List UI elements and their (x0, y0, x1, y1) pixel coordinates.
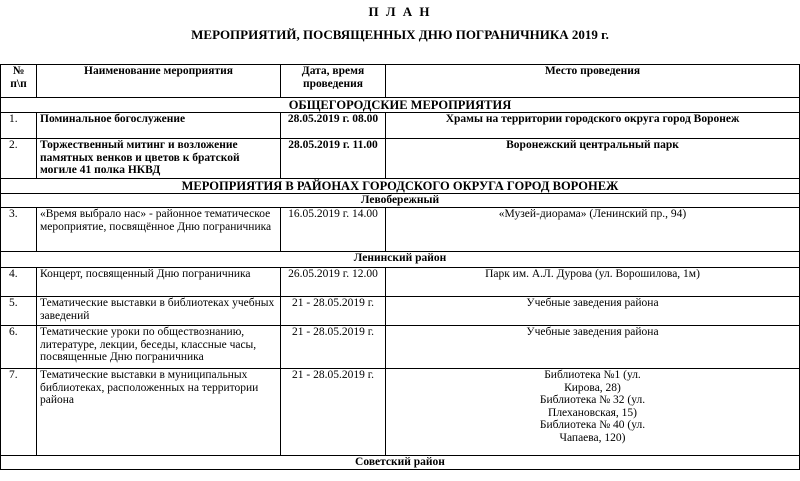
row-name: Тематические выставки в муниципальных библиотеках, расположенных на территории района (37, 369, 281, 456)
events-table (0, 64, 800, 470)
subsection-lenin-title: Ленинский район (1, 252, 800, 268)
row-name: Торжественный митинг и возложение памятных венков и цветов к братской могиле 41 полка НКВД (37, 139, 281, 179)
row-num: 1. (1, 113, 37, 139)
col-name-header: Наименование мероприятия (37, 65, 281, 98)
table-row (1, 139, 800, 179)
row-num: 6. (1, 326, 37, 369)
col-date-header: Дата, время проведения (281, 65, 386, 98)
section-city-title: ОБЩЕГОРОДСКИЕ МЕРОПРИЯТИЯ (1, 98, 800, 113)
row-date: 21 - 28.05.2019 г. (281, 326, 386, 369)
table-row (1, 268, 800, 297)
subsection-row (1, 456, 800, 470)
table-row (1, 297, 800, 326)
row-name: «Время выбрало нас» - районное тематическое мероприятие, посвящённое Дню пограничника (37, 208, 281, 252)
row-num: 7. (1, 369, 37, 456)
section-row (1, 179, 800, 194)
row-date: 16.05.2019 г. 14.00 (281, 208, 386, 252)
plan-title: П Л А Н (368, 4, 432, 19)
row-date: 28.05.2019 г. 08.00 (281, 113, 386, 139)
row-place: Парк им. А.Л. Дурова (ул. Ворошилова, 1м) (386, 268, 800, 297)
row-num: 4. (1, 268, 37, 297)
row-date: 21 - 28.05.2019 г. (281, 369, 386, 456)
row-place: Воронежский центральный парк (386, 139, 800, 179)
subsection-leftbank-title: Левобережный (1, 194, 800, 208)
plan-subtitle: МЕРОПРИЯТИЙ, ПОСВЯЩЕННЫХ ДНЮ ПОГРАНИЧНИКА 2019 г. (191, 27, 609, 42)
subsection-row (1, 194, 800, 208)
row-name: Тематические выставки в библиотеках учебных заведений (37, 297, 281, 326)
row-name: Поминальное богослужение (37, 113, 281, 139)
row-place: «Музей-диорама» (Ленинский пр., 94) (386, 208, 800, 252)
row-place: Учебные заведения района (386, 326, 800, 369)
row-num: 5. (1, 297, 37, 326)
row-place: Учебные заведения района (386, 297, 800, 326)
subsection-row (1, 252, 800, 268)
row-date: 21 - 28.05.2019 г. (281, 297, 386, 326)
table-row (1, 326, 800, 369)
col-num-header: № п\п (1, 65, 37, 98)
table-header-row (1, 65, 800, 98)
row-place: Библиотека №1 (ул. Кирова, 28) Библиотека № 32 (ул. Плехановская, 15) Библиотека № 40 (ул. Чапаева, 120) (386, 369, 800, 456)
row-date: 28.05.2019 г. 11.00 (281, 139, 386, 179)
row-name: Тематические уроки по обществознанию, литературе, лекции, беседы, классные часы, посвященные Дню пограничника (37, 326, 281, 369)
row-num: 2. (1, 139, 37, 179)
row-num: 3. (1, 208, 37, 252)
col-place-header: Место проведения (386, 65, 800, 98)
section-row (1, 98, 800, 113)
subsection-sovet-title: Советский район (1, 456, 800, 470)
row-place: Храмы на территории городского округа город Воронеж (386, 113, 800, 139)
table-row (1, 113, 800, 139)
section-districts-title: МЕРОПРИЯТИЯ В РАЙОНАХ ГОРОДСКОГО ОКРУГА ГОРОД ВОРОНЕЖ (1, 179, 800, 194)
row-date: 26.05.2019 г. 12.00 (281, 268, 386, 297)
table-row (1, 208, 800, 252)
row-name: Концерт, посвященный Дню пограничника (37, 268, 281, 297)
table-row (1, 369, 800, 456)
